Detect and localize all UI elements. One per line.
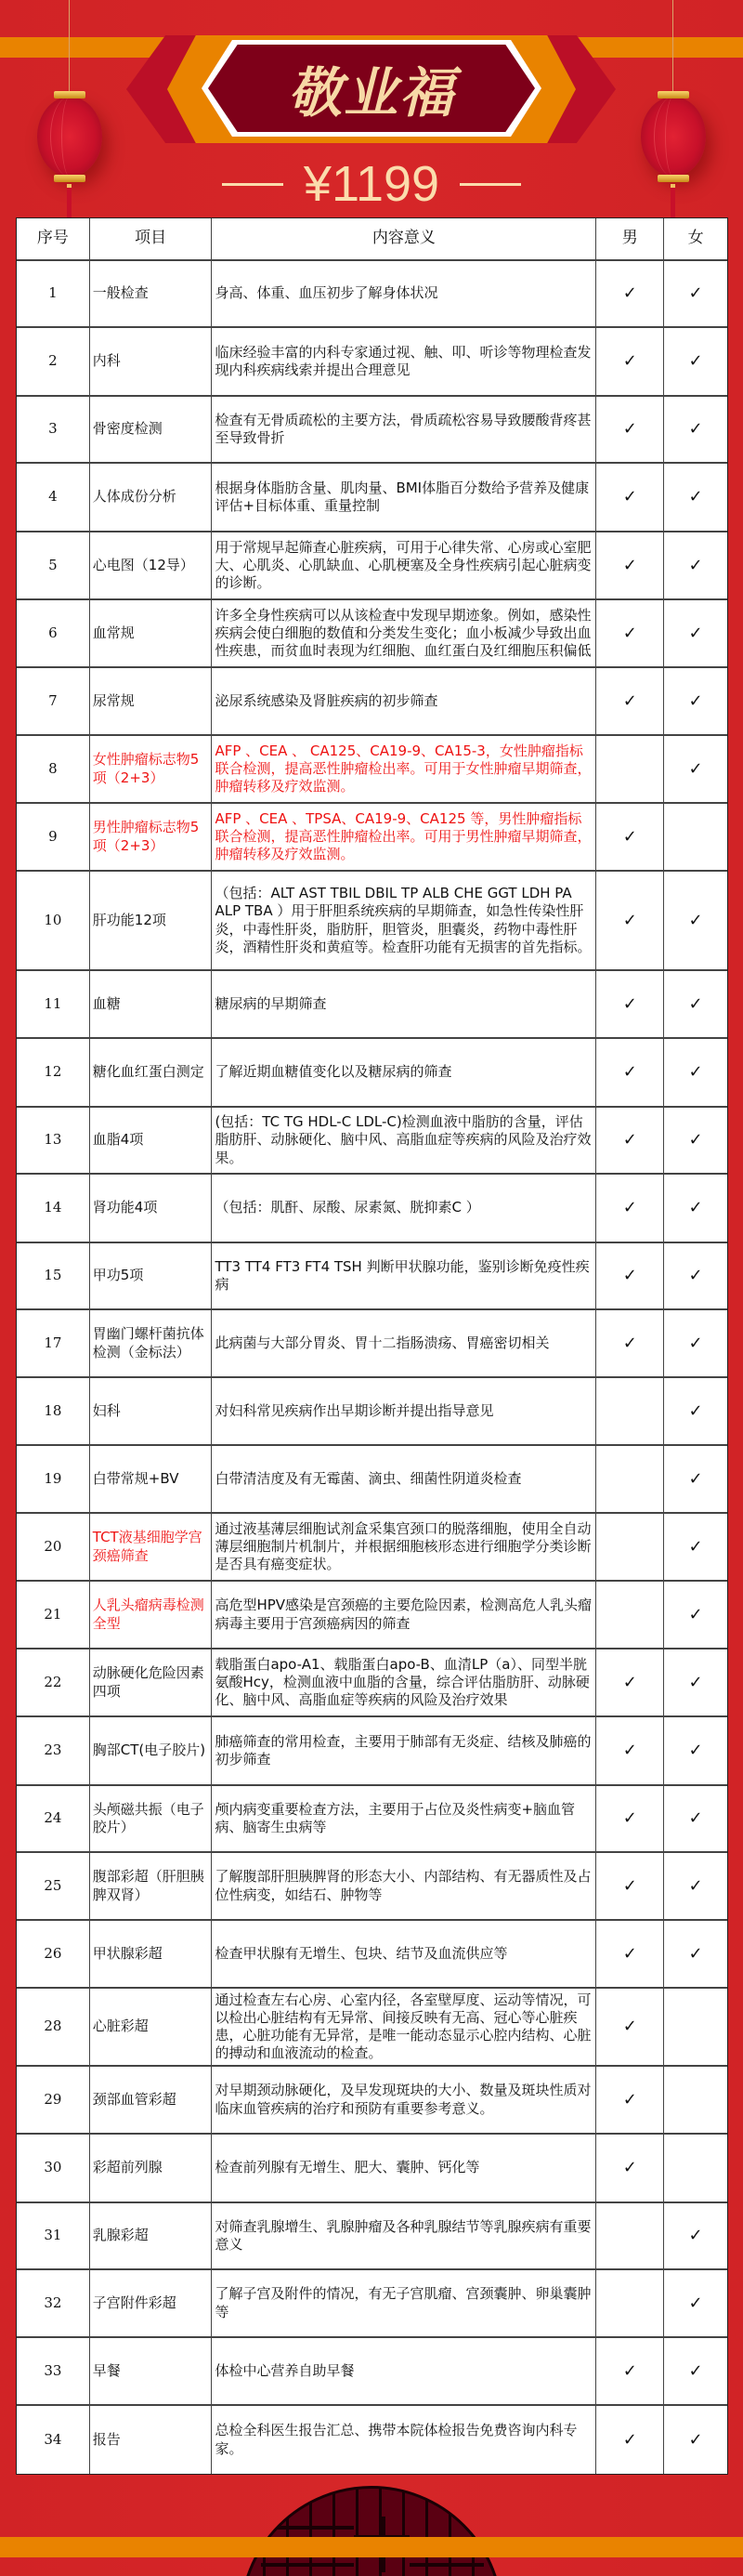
checkmark-icon: ✓ [688, 1604, 703, 1624]
exam-item-description [212, 1989, 596, 2065]
table-row [17, 1243, 727, 1310]
female-included-cell [664, 1243, 727, 1308]
price-dash-right [460, 183, 521, 186]
description-text: 许多全身性疾病可以从该检查中发现早期迹象。例如，感染性疾病会使白细胞的数值和分类发生变化；血小板减少导致出血性疾患，而贫血时表现为红细胞、血红蛋白及红细胞压积偏低 [215, 606, 592, 660]
male-included-cell [596, 804, 664, 870]
female-included-cell [664, 2135, 727, 2201]
description-text: 颅内病变重要检查方法，主要用于占位及炎性病变+脑血管病、脑寄生虫病等 [215, 1800, 576, 1835]
exam-item-description [212, 2338, 596, 2404]
row-number: 29 [17, 2067, 90, 2133]
female-included-cell [664, 1582, 727, 1648]
male-included-cell [596, 2135, 664, 2201]
female-included-cell [664, 804, 727, 870]
female-included-cell [664, 328, 727, 395]
exam-item-description [212, 2203, 596, 2268]
female-included-cell [664, 668, 727, 734]
exam-item-name: 颈部血管彩超 [90, 2067, 213, 2133]
checkmark-icon: ✓ [622, 1266, 637, 1286]
exam-item-description [212, 2067, 596, 2133]
female-included-cell [664, 736, 727, 802]
exam-item-name: 人体成份分析 [90, 464, 213, 531]
checkmark-icon: ✓ [688, 623, 703, 643]
checkmark-icon: ✓ [688, 283, 703, 304]
checkmark-icon: ✓ [688, 1808, 703, 1829]
table-row [17, 1175, 727, 1243]
description-text: AFP 、CEA 、TPSA、CA19-9、CA125 等，男性肿瘤指标联合检测，提高恶性肿瘤检出率。可用于男性肿瘤早期筛查，肿瘤转移及疗效监测。 [215, 809, 592, 863]
exam-item-name: 男性肿瘤标志物5项（2+3） [90, 804, 213, 870]
checkmark-icon: ✓ [688, 2360, 703, 2381]
exam-item-description [212, 872, 596, 969]
male-included-cell [596, 736, 664, 802]
row-number: 17 [17, 1310, 90, 1376]
price-dash-left [222, 183, 283, 186]
checkmark-icon: ✓ [688, 1198, 703, 1218]
exam-item-name: 动脉硬化危险因素四项 [90, 1649, 213, 1715]
price-row [0, 156, 743, 212]
male-included-cell [596, 328, 664, 395]
exam-item-name: 胸部CT(电子胶片) [90, 1717, 213, 1784]
exam-items-table [16, 217, 728, 2475]
column-header-no: 序号 [17, 218, 90, 259]
male-included-cell [596, 1717, 664, 1784]
exam-item-description [212, 532, 596, 598]
male-included-cell [596, 1175, 664, 1242]
table-row [17, 2270, 727, 2338]
checkmark-icon: ✓ [688, 1130, 703, 1150]
checkmark-icon: ✓ [688, 1333, 703, 1353]
table-row [17, 328, 727, 397]
exam-item-name: 心电图（12导） [90, 532, 213, 598]
checkmark-icon: ✓ [622, 2429, 637, 2450]
exam-item-description [212, 1717, 596, 1784]
description-text: 根据身体脂肪含量、肌肉量、BMI体脂百分数给予营养及健康评估+目标体重、重量控制 [215, 479, 590, 514]
description-text: (包括：TC TG HDL-C LDL-C)检测血液中脂肪的含量，评估脂肪肝、动脉硬化、脑中风、高脂血症等疾病的风险及治疗效果。 [215, 1113, 592, 1166]
description-text: 检查前列腺有无增生、肥大、囊肿、钙化等 [215, 2159, 480, 2176]
female-included-cell [664, 1514, 727, 1580]
description-text: 身高、体重、血压初步了解身体状况 [215, 284, 438, 302]
row-number: 8 [17, 736, 90, 802]
exam-item-description [212, 1582, 596, 1648]
checkmark-icon: ✓ [688, 758, 703, 779]
male-included-cell [596, 668, 664, 734]
exam-item-name: 彩超前列腺 [90, 2135, 213, 2201]
description-text: 对早期颈动脉硬化，及早发现斑块的大小、数量及斑块性质对临床血管疾病的治疗和预防有重要参考意义。 [215, 2082, 592, 2117]
male-included-cell [596, 600, 664, 666]
exam-item-name: 报告 [90, 2406, 213, 2474]
description-text: 通过检查左右心房、心室内径，各室壁厚度、运动等情况，可以检出心脏结构有无异常、间接反映有无高、冠心等心脏疾患，心脏功能有无异常，是唯一能动态显示心腔内结构、心脏的搏动和血液流动的检查。 [215, 1991, 592, 2062]
exam-item-name: 尿常规 [90, 668, 213, 734]
female-included-cell [664, 1717, 727, 1784]
checkmark-icon: ✓ [622, 623, 637, 643]
exam-item-name: 女性肿瘤标志物5项（2+3） [90, 736, 213, 802]
exam-item-name: 肾功能4项 [90, 1175, 213, 1242]
description-text: 临床经验丰富的内科专家通过视、触、叩、听诊等物理检查发现内科疾病线索并提出合理意见 [215, 343, 592, 378]
female-included-cell [664, 397, 727, 462]
description-text: 体检中心营养自助早餐 [215, 2361, 355, 2379]
table-row [17, 872, 727, 971]
description-text: 了解腹部肝胆胰脾肾的形态大小、内部结构、有无器质性及占位性病变，如结石、肿物等 [215, 1868, 592, 1903]
row-number: 12 [17, 1039, 90, 1106]
row-number: 4 [17, 464, 90, 531]
male-included-cell [596, 872, 664, 969]
female-included-cell [664, 872, 727, 969]
male-included-cell [596, 1378, 664, 1444]
male-included-cell [596, 1514, 664, 1580]
exam-item-description [212, 464, 596, 531]
description-text: （包括：肌酐、尿酸、尿素氮、胱抑素C ） [215, 1199, 480, 1216]
male-included-cell [596, 464, 664, 531]
exam-item-name: 内科 [90, 328, 213, 395]
checkmark-icon: ✓ [688, 1536, 703, 1557]
description-text: 糖尿病的早期筛查 [215, 994, 327, 1012]
checkmark-icon: ✓ [688, 2293, 703, 2313]
table-row [17, 600, 727, 668]
table-row [17, 1310, 727, 1378]
checkmark-icon: ✓ [622, 1672, 637, 1692]
male-included-cell [596, 1582, 664, 1648]
exam-item-description [212, 1243, 596, 1308]
exam-item-name: 糖化血红蛋白测定 [90, 1039, 213, 1106]
female-included-cell [664, 1175, 727, 1242]
exam-item-name: 甲功5项 [90, 1243, 213, 1308]
table-row [17, 2406, 727, 2474]
exam-item-name: 头颅磁共振（电子胶片） [90, 1786, 213, 1851]
row-number: 34 [17, 2406, 90, 2474]
checkmark-icon: ✓ [622, 1198, 637, 1218]
exam-item-name: 妇科 [90, 1378, 213, 1444]
exam-item-name: TCT液基细胞学宫颈癌筛查 [90, 1514, 213, 1580]
description-text: 白带清洁度及有无霉菌、滴虫、细菌性阴道炎检查 [215, 1469, 522, 1487]
female-included-cell [664, 1446, 727, 1512]
exam-item-description [212, 1514, 596, 1580]
exam-item-description [212, 1853, 596, 1919]
exam-item-name: 白带常规+BV [90, 1446, 213, 1512]
male-included-cell [596, 1649, 664, 1715]
description-text: 了解近期血糖值变化以及糖尿病的筛查 [215, 1063, 452, 1081]
row-number: 9 [17, 804, 90, 870]
female-included-cell [664, 600, 727, 666]
male-included-cell [596, 1786, 664, 1851]
exam-item-name: 血常规 [90, 600, 213, 666]
row-number: 18 [17, 1378, 90, 1444]
female-included-cell [664, 1649, 727, 1715]
checkmark-icon: ✓ [688, 555, 703, 575]
checkmark-icon: ✓ [688, 1943, 703, 1964]
female-included-cell [664, 532, 727, 598]
package-price: ¥1199 [303, 156, 440, 212]
checkmark-icon: ✓ [622, 1130, 637, 1150]
checkmark-icon: ✓ [688, 1468, 703, 1489]
male-included-cell [596, 1989, 664, 2065]
description-text: 载脂蛋白apo-A1、载脂蛋白apo-B、血清LP（a）、同型半胱氨酸Hcy，检测血液中血脂的含量，综合评估脂肪肝、动脉硬化、脑中风、高脂血症等疾病的风险及治疗效果 [215, 1655, 590, 1709]
exam-item-description [212, 328, 596, 395]
exam-item-description [212, 2270, 596, 2336]
row-number: 23 [17, 1717, 90, 1784]
female-included-cell [664, 1310, 727, 1376]
checkmark-icon: ✓ [688, 1400, 703, 1421]
male-included-cell [596, 1039, 664, 1106]
exam-item-description [212, 1649, 596, 1715]
checkmark-icon: ✓ [622, 993, 637, 1014]
male-included-cell [596, 971, 664, 1037]
exam-item-name: 胃幽门螺杆菌抗体检测（金标法） [90, 1310, 213, 1376]
exam-item-name: 子宫附件彩超 [90, 2270, 213, 2336]
table-row [17, 2067, 727, 2135]
exam-item-name: 腹部彩超（肝胆胰脾双肾） [90, 1853, 213, 1919]
exam-item-description [212, 1108, 596, 1173]
table-row [17, 2135, 727, 2203]
table-row [17, 532, 727, 600]
row-number: 28 [17, 1989, 90, 2065]
description-text: 检查甲状腺有无增生、包块、结节及血流供应等 [215, 1944, 508, 1962]
column-header-item: 项目 [90, 218, 213, 259]
female-included-cell [664, 261, 727, 326]
checkmark-icon: ✓ [688, 351, 703, 372]
exam-item-name: 乳腺彩超 [90, 2203, 213, 2268]
row-number: 11 [17, 971, 90, 1037]
exam-item-description [212, 1175, 596, 1242]
table-row [17, 1786, 727, 1853]
row-number: 6 [17, 600, 90, 666]
description-text: AFP 、CEA 、 CA125、CA19-9、CA15-3，女性肿瘤指标联合检测，提高恶性肿瘤检出率。可用于女性肿瘤早期筛查，肿瘤转移及疗效监测。 [215, 742, 592, 795]
female-included-cell [664, 1921, 727, 1987]
column-header-male: 男 [596, 218, 664, 259]
checkmark-icon: ✓ [622, 1062, 637, 1083]
male-included-cell [596, 1243, 664, 1308]
table-row [17, 971, 727, 1039]
exam-item-description [212, 261, 596, 326]
row-number: 1 [17, 261, 90, 326]
female-included-cell [664, 2338, 727, 2404]
checkmark-icon: ✓ [622, 1943, 637, 1964]
bottom-orange-stripe [0, 2537, 743, 2557]
table-row [17, 397, 727, 464]
description-text: 高危型HPV感染是宫颈癌的主要危险因素，检测高危人乳头瘤病毒主要用于宫颈癌病因的筛查 [215, 1597, 593, 1632]
exam-item-description [212, 1378, 596, 1444]
male-included-cell [596, 2406, 664, 2474]
checkmark-icon: ✓ [688, 2226, 703, 2246]
row-number: 25 [17, 1853, 90, 1919]
checkmark-icon: ✓ [688, 1875, 703, 1896]
checkmark-icon: ✓ [688, 419, 703, 440]
exam-item-description [212, 1921, 596, 1987]
description-text: 肺癌筛查的常用检查，主要用于肺部有无炎症、结核及肺癌的初步筛查 [215, 1732, 592, 1768]
row-number: 31 [17, 2203, 90, 2268]
lattice-medallion-decoration [240, 2486, 503, 2576]
female-included-cell [664, 2203, 727, 2268]
description-text: （包括：ALT AST TBIL DBIL TP ALB CHE GGT LDH PA ALP TBA ）用于肝胆系统疾病的早期筛查，如急性传染性肝炎，中毒性肝炎，脂肪肝，胆管炎，胆囊炎，药物中毒性肝炎，酒精性肝炎和黄疸等。检查肝功能有无损害的首先指标。 [215, 885, 592, 955]
male-included-cell [596, 532, 664, 598]
female-included-cell [664, 2406, 727, 2474]
row-number: 26 [17, 1921, 90, 1987]
checkmark-icon: ✓ [622, 487, 637, 507]
exam-item-name: 骨密度检测 [90, 397, 213, 462]
table-row [17, 1989, 727, 2067]
table-row [17, 804, 727, 872]
female-included-cell [664, 1039, 727, 1106]
table-row [17, 1921, 727, 1989]
checkmark-icon: ✓ [688, 2429, 703, 2450]
checkmark-icon: ✓ [688, 1672, 703, 1692]
male-included-cell [596, 1446, 664, 1512]
checkmark-icon: ✓ [688, 1266, 703, 1286]
row-number: 5 [17, 532, 90, 598]
row-number: 22 [17, 1649, 90, 1715]
exam-item-name: 早餐 [90, 2338, 213, 2404]
exam-item-description [212, 1039, 596, 1106]
table-row [17, 1446, 727, 1514]
table-row [17, 261, 727, 328]
table-header-row [17, 218, 727, 261]
checkmark-icon: ✓ [622, 910, 637, 930]
checkmark-icon: ✓ [688, 910, 703, 930]
checkmark-icon: ✓ [622, 2158, 637, 2178]
checkmark-icon: ✓ [688, 1741, 703, 1761]
exam-item-description [212, 971, 596, 1037]
checkmark-icon: ✓ [622, 1808, 637, 1829]
female-included-cell [664, 2270, 727, 2336]
exam-item-description [212, 1786, 596, 1851]
female-included-cell [664, 971, 727, 1037]
row-number: 7 [17, 668, 90, 734]
exam-item-description [212, 736, 596, 802]
checkmark-icon: ✓ [688, 993, 703, 1014]
row-number: 13 [17, 1108, 90, 1173]
table-row [17, 464, 727, 532]
exam-item-name: 血脂4项 [90, 1108, 213, 1173]
description-text: 泌尿系统感染及肾脏疾病的初步筛查 [215, 691, 438, 709]
row-number: 33 [17, 2338, 90, 2404]
table-row [17, 1582, 727, 1649]
male-included-cell [596, 1921, 664, 1987]
row-number: 19 [17, 1446, 90, 1512]
description-text: 通过液基薄层细胞试剂盒采集宫颈口的脱落细胞，使用全自动薄层细胞制片机制片，并根据细胞核形态进行细胞学分类诊断是否具有癌变症状。 [215, 1519, 592, 1573]
checkmark-icon: ✓ [622, 2017, 637, 2037]
row-number: 3 [17, 397, 90, 462]
exam-item-description [212, 2406, 596, 2474]
page-title: 敬业福 [287, 61, 455, 125]
table-row [17, 1649, 727, 1717]
exam-item-description [212, 397, 596, 462]
checkmark-icon: ✓ [622, 283, 637, 304]
exam-item-name: 甲状腺彩超 [90, 1921, 213, 1987]
table-row [17, 1108, 727, 1175]
exam-item-description [212, 2135, 596, 2201]
exam-item-description [212, 1446, 596, 1512]
description-text: TT3 TT4 FT3 FT4 TSH 判断甲状腺功能，鉴别诊断免疫性疾病 [215, 1257, 590, 1293]
table-row [17, 668, 727, 736]
male-included-cell [596, 1853, 664, 1919]
checkmark-icon: ✓ [688, 690, 703, 711]
exam-item-name: 肝功能12项 [90, 872, 213, 969]
checkmark-icon: ✓ [688, 1062, 703, 1083]
checkmark-icon: ✓ [622, 351, 637, 372]
table-row [17, 1039, 727, 1108]
checkmark-icon: ✓ [622, 2089, 637, 2109]
exam-item-name: 一般检查 [90, 261, 213, 326]
checkmark-icon: ✓ [622, 690, 637, 711]
exam-item-name: 人乳头瘤病毒检测全型 [90, 1582, 213, 1648]
description-text: 了解子宫及附件的情况，有无子宫肌瘤、宫颈囊肿、卵巢囊肿等 [215, 2285, 592, 2320]
female-included-cell [664, 2067, 727, 2133]
row-number: 32 [17, 2270, 90, 2336]
description-text: 用于常规早起筛查心脏疾病，可用于心律失常、心房或心室肥大、心肌炎、心肌缺血、心肌梗塞及全身性疾病引起心脏病变的诊断。 [215, 538, 592, 592]
checkmark-icon: ✓ [622, 1875, 637, 1896]
checkmark-icon: ✓ [688, 487, 703, 507]
male-included-cell [596, 1108, 664, 1173]
male-included-cell [596, 2338, 664, 2404]
female-included-cell [664, 1853, 727, 1919]
female-included-cell [664, 1786, 727, 1851]
description-text: 检查有无骨质疏松的主要方法，骨质疏松容易导致腰酸背疼甚至导致骨折 [215, 411, 592, 446]
female-included-cell [664, 1108, 727, 1173]
exam-item-description [212, 804, 596, 870]
table-row [17, 1514, 727, 1582]
checkmark-icon: ✓ [622, 826, 637, 847]
checkmark-icon: ✓ [622, 2360, 637, 2381]
female-included-cell [664, 464, 727, 531]
exam-item-name: 心脏彩超 [90, 1989, 213, 2065]
male-included-cell [596, 261, 664, 326]
male-included-cell [596, 2067, 664, 2133]
exam-item-name: 血糖 [90, 971, 213, 1037]
row-number: 24 [17, 1786, 90, 1851]
description-text: 此病菌与大部分胃炎、胃十二指肠溃疡、胃癌密切相关 [215, 1334, 550, 1351]
female-included-cell [664, 1989, 727, 2065]
row-number: 15 [17, 1243, 90, 1308]
male-included-cell [596, 397, 664, 462]
checkmark-icon: ✓ [622, 1333, 637, 1353]
checkmark-icon: ✓ [622, 1741, 637, 1761]
table-row [17, 1853, 727, 1921]
exam-item-description [212, 600, 596, 666]
row-number: 2 [17, 328, 90, 395]
row-number: 10 [17, 872, 90, 969]
row-number: 14 [17, 1175, 90, 1242]
male-included-cell [596, 2203, 664, 2268]
table-row [17, 1378, 727, 1446]
male-included-cell [596, 2270, 664, 2336]
exam-item-description [212, 1310, 596, 1376]
checkmark-icon: ✓ [622, 555, 637, 575]
female-included-cell [664, 1378, 727, 1444]
table-row [17, 2338, 727, 2406]
checkmark-icon: ✓ [622, 419, 637, 440]
column-header-female: 女 [687, 229, 704, 248]
description-text: 总检全科医生报告汇总、携带本院体检报告免费咨询内科专家。 [215, 2422, 578, 2457]
column-header-description: 内容意义 [212, 218, 596, 259]
exam-item-description [212, 668, 596, 734]
row-number: 20 [17, 1514, 90, 1580]
description-text: 对筛查乳腺增生、乳腺肿瘤及各种乳腺结节等乳腺疾病有重要意义 [215, 2217, 592, 2253]
row-number: 21 [17, 1582, 90, 1648]
description-text: 对妇科常见疾病作出早期诊断并提出指导意见 [215, 1401, 494, 1419]
male-included-cell [596, 1310, 664, 1376]
table-row [17, 2203, 727, 2270]
row-number: 30 [17, 2135, 90, 2201]
table-row [17, 736, 727, 804]
table-row [17, 1717, 727, 1786]
